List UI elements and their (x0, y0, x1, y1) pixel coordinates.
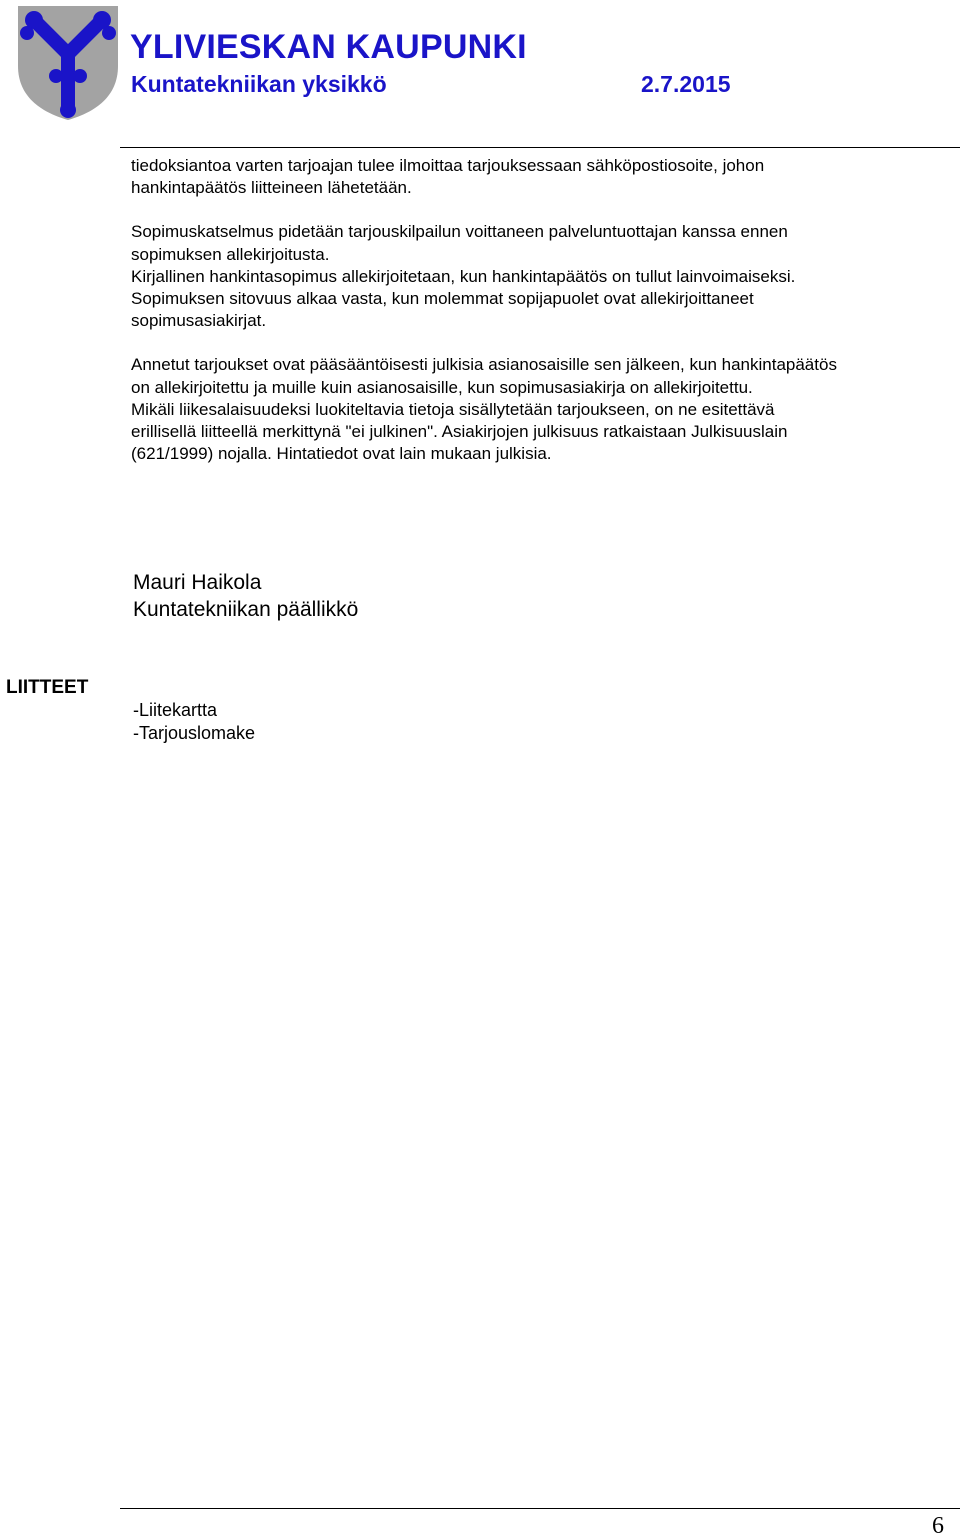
attachment-item: -Liitekartta (133, 700, 218, 720)
coat-of-arms-icon (16, 4, 120, 122)
body-paragraph (131, 354, 951, 465)
footer-divider (120, 1508, 960, 1509)
paragraph-line: on allekirjoitettu ja muille kuin asianosaisille, kun sopimusasiakirja on allekirjoitettu. (131, 377, 753, 397)
organization-name: YLIVIESKAN KAUPUNKI (130, 28, 527, 66)
attachments-heading: LIITTEET (6, 677, 89, 698)
document-date: 2.7.2015 (641, 71, 731, 97)
paragraph-line: Mikäli liikesalaisuudeksi luokiteltavia tietoja sisällytetään tarjoukseen, on ne esitettävä (131, 399, 775, 419)
paragraph-line: Sopimuskatselmus pidetään tarjouskilpailun voittaneen palveluntuottajan kanssa ennen (131, 222, 788, 242)
body-text (131, 155, 951, 487)
page-number: 6 (932, 1513, 944, 1539)
body-paragraph (131, 221, 951, 332)
paragraph-line: sopimuksen allekirjoitusta. (131, 244, 330, 264)
signature-block (133, 569, 358, 623)
attachment-item: -Tarjouslomake (133, 722, 256, 743)
header-divider (120, 147, 960, 148)
paragraph-line: (621/1999) nojalla. Hintatiedot ovat lain mukaan julkisia. (131, 444, 552, 464)
paragraph-line: Annetut tarjoukset ovat pääsääntöisesti julkisia asianosaisille sen jälkeen, kun hankintapäätös (131, 355, 837, 375)
paragraph-line: erillisellä liitteellä merkittynä "ei julkinen". Asiakirjojen julkisuus ratkaistaan Julkisuuslain (131, 422, 788, 442)
paragraph-line: Kirjallinen hankintasopimus allekirjoitetaan, kun hankintapäätös on tullut lainvoimaiseksi. (131, 266, 796, 286)
paragraph-line: sopimusasiakirjat. (131, 311, 267, 331)
unit-name: Kuntatekniikan yksikkö (131, 71, 387, 97)
attachments-list (133, 699, 255, 744)
body-paragraph (131, 155, 951, 199)
city-coat-of-arms (16, 4, 120, 122)
paragraph-line: hankintapäätös liitteineen lähetetään. (131, 178, 412, 198)
paragraph-line: Sopimuksen sitovuus alkaa vasta, kun molemmat sopijapuolet ovat allekirjoittaneet (131, 289, 754, 309)
signer-name: Mauri Haikola (133, 571, 262, 594)
signer-title: Kuntatekniikan päällikkö (133, 598, 359, 621)
paragraph-line: tiedoksiantoa varten tarjoajan tulee ilmoittaa tarjouksessaan sähköpostiosoite, johon (131, 156, 765, 175)
